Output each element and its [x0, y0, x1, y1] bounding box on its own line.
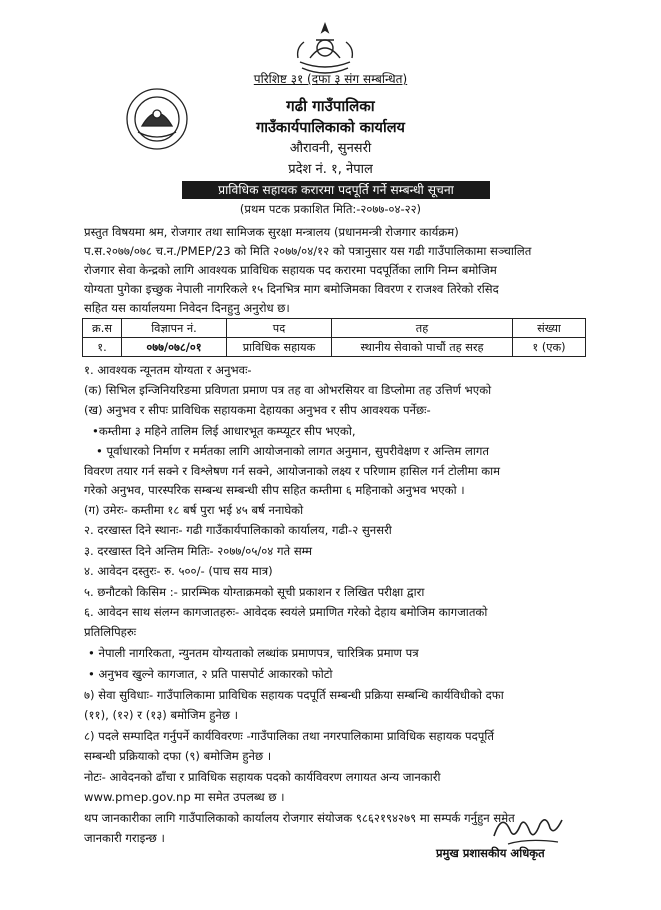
intro-line: योग्यता पुगेका इच्छुक नेपाली नागरिकले १५ दिनभित्र माग बमोजिमका विवरण र राजश्व तिरेको रसिद	[84, 282, 499, 296]
province: प्रदेश नं. १, नेपाल	[288, 162, 373, 177]
body-line: ५. छनौटको किसिम :- प्रारम्भिक योग्ताक्रमको सूची प्रकाशन र लिखित परीक्षा द्वारा	[84, 585, 425, 599]
col-header: विज्ञापन नं.	[122, 319, 227, 338]
body-line: गरेको अनुभव, पारस्परिक सम्बन्ध सम्बन्धी सीप सहित कम्तीमा ६ महिनाको अनुभव भएको ।	[84, 483, 465, 497]
body-line: • अनुभव खुल्ने कागजात, २ प्रति पासपोर्ट आकारको फोटो	[88, 667, 333, 681]
body-line: • पूर्वाधारको निर्माण र मर्मतका लागि आयोजनाको लागत अनुमान, सुपरीवेक्षण र अन्तिम लागत	[96, 444, 490, 458]
table-cell: प्राविधिक सहायक	[227, 338, 332, 357]
col-header: पद	[227, 319, 332, 338]
intro-line: सहित यस कार्यालयमा निवेदन दिनहुनु अनुरोध छ।	[84, 301, 290, 315]
body-line: नोटः- आवेदनको ढाँचा र प्राविधिक सहायक पदको कार्यविवरण लगायत अन्य जानकारी	[84, 770, 441, 784]
notice-title: प्राविधिक सहायक करारमा पदपूर्ति गर्ने सम्बन्धी सूचना	[182, 181, 490, 199]
body-line: ६. आवेदन साथ संलग्न कागजातहरुः- आवेदक स्वयंले प्रमाणित गरेको देहाय बमोजिम कागजातको	[84, 605, 488, 619]
table-cell: ०७७/०७८/०१	[122, 338, 227, 357]
body-line: www.pmep.gov.np मा समेत उपलब्ध छ ।	[84, 790, 285, 804]
body-line: (ख) अनुभव र सीपः प्राविधिक सहायकमा देहायका अनुभव र सीप आवश्यक पर्नेछः-	[84, 403, 431, 417]
body-line: सम्बन्धी प्रक्रियाको दफा (९) बमोजिम हुनेछ ।	[84, 749, 272, 763]
body-line: जानकारी गराइन्छ ।	[84, 831, 165, 845]
office-name: गढी गाउँपालिका	[286, 97, 375, 115]
body-line: (११), (१२) र (१३) बमोजिम हुनेछ ।	[84, 708, 239, 722]
vacancy-table	[82, 318, 586, 357]
body-line: ८) पदले सम्पादित गर्नुपर्ने कार्यविवरणः -गाउँपालिका तथा नगरपालिकामा प्राविधिक सहायक पदपूर्ति	[84, 729, 494, 743]
body-line: • नेपाली नागरिकता, न्युनतम योग्यताको लब्धांक प्रमाणपत्र, चारित्रिक प्रमाण पत्र	[88, 646, 419, 660]
annex-line: परिशिष्ट ३१ (दफा ३ संग सम्बन्धित)	[253, 72, 408, 86]
body-line: ७) सेवा सुविधाः- गाउँपालिकामा प्राविधिक सहायक पदपूर्ति सम्बन्धी प्रक्रिया सम्बन्धि कार्यविधीको दफा	[84, 688, 504, 702]
body-line: ४. आवेदन दस्तुरः- रु. ५००/- (पाच सय मात्र)	[84, 564, 273, 578]
col-header: क्र.स	[83, 319, 122, 338]
table-cell: १.	[83, 338, 122, 357]
intro-line: रोजगार सेवा केन्द्रको लागि आवश्यक प्राविधिक सहायक पद करारमा पदपूर्तिका लागि निम्न बमोजिम	[84, 263, 497, 277]
body-line: ३. दरखास्त दिने अन्तिम मितिः- २०७७/०५/०४ गते सम्म	[84, 544, 313, 558]
col-header: संख्या	[513, 319, 586, 338]
col-header: तह	[332, 319, 513, 338]
signature-title: प्रमुख प्रशासकीय अधिकृत	[436, 846, 545, 860]
table-row	[83, 338, 586, 357]
body-line: प्रतिलिपिहरुः	[84, 625, 137, 639]
table-cell: १ (एक)	[513, 338, 586, 357]
body-line: (ग) उमेरः- कम्तीमा १८ बर्ष पुरा भई ४५ बर्ष ननाघेको	[84, 503, 304, 517]
address: औरावनी, सुनसरी	[289, 141, 372, 156]
published-date: (प्रथम पटक प्रकाशित मिति:-२०७७-०४-२२)	[239, 202, 422, 216]
body-line: थप जानकारीका लागि गाउँपालिकाको कार्यालय रोजगार संयोजक ९८६२१९४२७९ मा सम्पर्क गर्नुहुन समेत	[84, 811, 515, 825]
body-line: •कम्तीमा ३ महिने तालिम लिई आधारभूत कम्प्यूटर सीप भएको,	[92, 424, 356, 438]
sub-office: गाउँकार्यपालिकाको कार्यालय	[256, 120, 405, 136]
table-cell: स्थानीय सेवाको पाचौं तह सरह	[332, 338, 513, 357]
intro-line: प.स.२०७७/०७८ च.न./PMEP/23 को मिति २०७७/०४/१२ को पत्रानुसार यस गढी गाउँपालिकामा सञ्चालित	[84, 244, 532, 258]
body-line: १. आवश्यक न्यूनतम योग्यता र अनुभवः-	[84, 363, 252, 377]
body-line: विवरण तयार गर्न सक्ने र विश्लेषण गर्न सक्ने, आयोजनाको लक्ष्य र परिणाम हासिल गर्न टोलीमा काम	[84, 464, 501, 478]
body-line: (क) सिभिल इन्जिनियरिङमा प्रविणता प्रमाण पत्र तह वा ओभरसियर वा डिप्लोमा तह उत्तिर्ण भएको	[84, 383, 492, 397]
intro-line: प्रस्तुत विषयमा श्रम, रोजगार तथा सामिजक सुरक्षा मन्त्रालय (प्रधानमन्त्री रोजगार कार्यक्रम)	[84, 225, 459, 239]
table-header-row	[83, 319, 586, 338]
signature-icon	[488, 806, 568, 850]
body-line: २. दरखास्त दिने स्थानः- गढी गाउँकार्यपालिकाको कार्यालय, गढी-२ सुनसरी	[84, 523, 392, 537]
